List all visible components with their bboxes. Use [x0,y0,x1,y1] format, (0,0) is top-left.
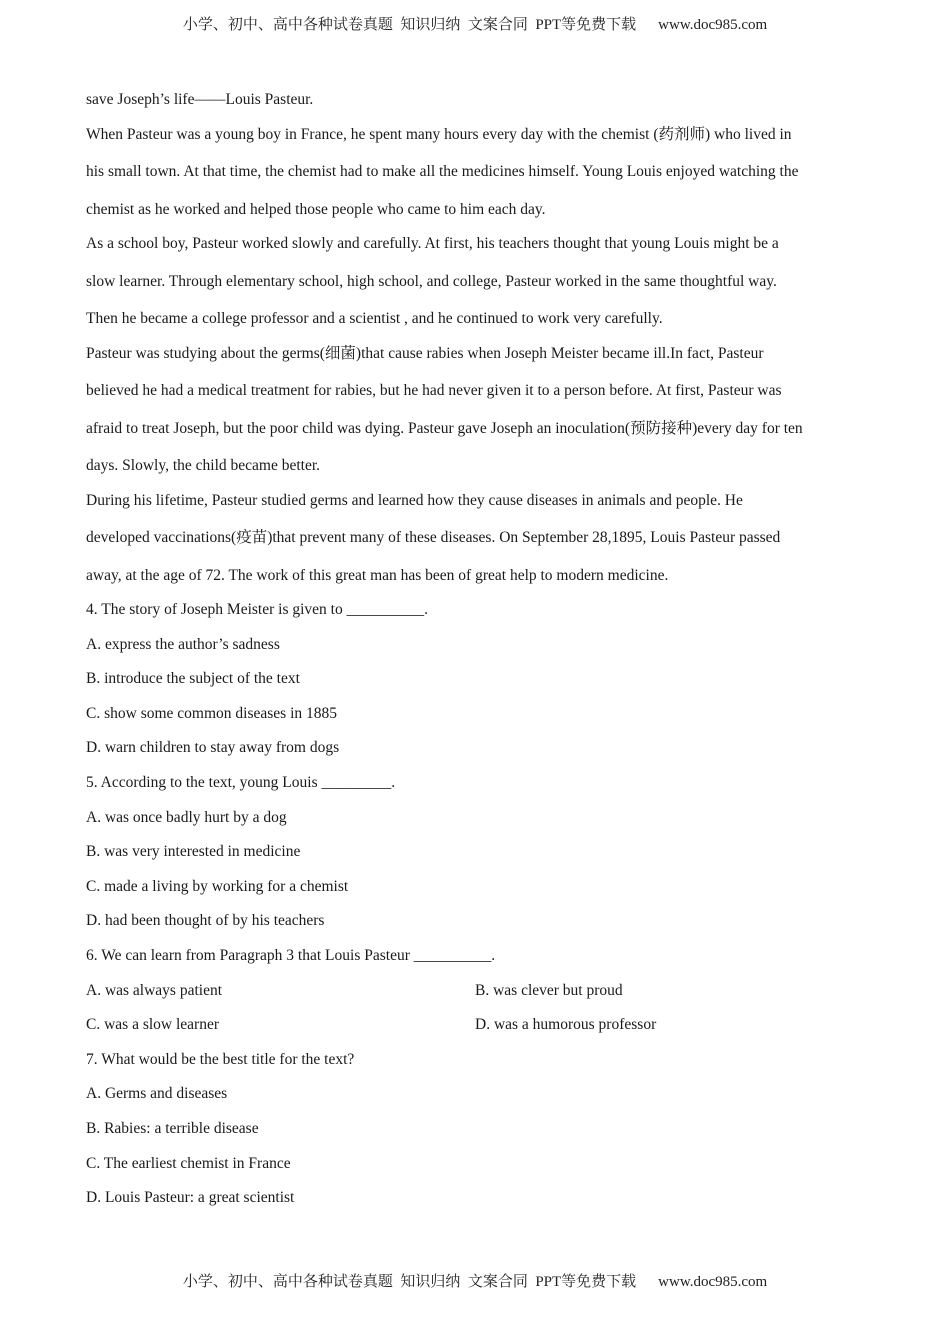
header-text: 小学、初中、高中各种试卷真题 知识归纳 文案合同 PPT等免费下载 [182,17,637,33]
question-6 [86,944,876,1048]
option-b: B. Rabies: a terrible disease [86,1119,259,1137]
passage [86,88,876,598]
passage-line: believed he had a medical treatment for rabies, but he had never given it to a person before. At first, Pasteur was [86,382,782,399]
option-row [86,1013,876,1048]
paragraph-2 [86,232,876,342]
passage-line: save Joseph’s life——Louis Pasteur. [86,91,314,108]
option-d: D. Louis Pasteur: a great scientist [86,1189,295,1207]
option-row [86,979,876,1014]
option-c: C. was a slow learner [86,1016,219,1034]
passage-line: days. Slowly, the child became better. [86,457,321,474]
option-d: D. had been thought of by his teachers [86,912,325,930]
passage-line: As a school boy, Pasteur worked slowly and carefully. At first, his teachers thought that young Louis might be a [86,235,779,252]
option-c: C. made a living by working for a chemist [86,877,349,895]
paragraph-3 [86,342,876,489]
passage-line: developed vaccinations(疫苗)that prevent many of these diseases. On September 28,1895, Louis Pasteur passed [86,529,781,546]
option-a: A. was always patient [86,981,223,999]
paragraph-1 [86,123,876,233]
question-stem: 4. The story of Joseph Meister is given to __________. [86,601,428,618]
passage-line: During his lifetime, Pasteur studied germs and learned how they cause diseases in animals and people. He [86,491,743,509]
page-header [0,13,950,34]
question-5 [86,771,876,944]
option-c: C. show some common diseases in 1885 [86,704,337,722]
passage-line: slow learner. Through elementary school, high school, and college, Pasteur worked in the same thoughtful way. [86,272,777,290]
passage-line: his small town. At that time, the chemist had to make all the medicines himself. Young Louis enjoyed watching the [86,163,799,180]
option-a: A. was once badly hurt by a dog [86,808,287,826]
question-stem: 7. What would be the best title for the text? [86,1050,355,1068]
option-b: B. was very interested in medicine [86,843,301,861]
page-footer [0,1270,950,1291]
footer-text: 小学、初中、高中各种试卷真题 知识归纳 文案合同 PPT等免费下载 [182,1274,637,1290]
option-a: A. Germs and diseases [86,1085,228,1103]
passage-line: When Pasteur was a young boy in France, he spent many hours every day with the chemist (药剂师) who lived in [86,125,792,143]
document-body [86,88,876,1221]
passage-line: Pasteur was studying about the germs(细菌)that cause rabies when Joseph Meister became ill.In fact, Pasteur [86,344,764,362]
passage-line: afraid to treat Joseph, but the poor child was dying. Pasteur gave Joseph an inoculation(预防接种)every day for ten [86,419,803,437]
question-stem: 6. We can learn from Paragraph 3 that Louis Pasteur __________. [86,946,496,964]
footer-site-link[interactable]: www.doc985.com [658,1274,768,1290]
question-7 [86,1048,876,1221]
option-a: A. express the author’s sadness [86,635,280,653]
header-site-link[interactable]: www.doc985.com [658,17,768,33]
option-d: D. warn children to stay away from dogs [86,739,340,757]
option-c: C. The earliest chemist in France [86,1154,291,1172]
question-stem: 5. According to the text, young Louis _________. [86,773,396,791]
paragraph-4 [86,489,876,599]
passage-line: chemist as he worked and helped those people who came to him each day. [86,200,546,218]
passage-line: Then he became a college professor and a scientist , and he continued to work very carefully. [86,310,663,327]
question-4 [86,598,876,771]
passage-line: away, at the age of 72. The work of this great man has been of great help to modern medicine. [86,566,669,584]
option-b: B. introduce the subject of the text [86,670,300,688]
option-d: D. was a humorous professor [475,1016,657,1034]
option-b: B. was clever but proud [475,981,623,999]
